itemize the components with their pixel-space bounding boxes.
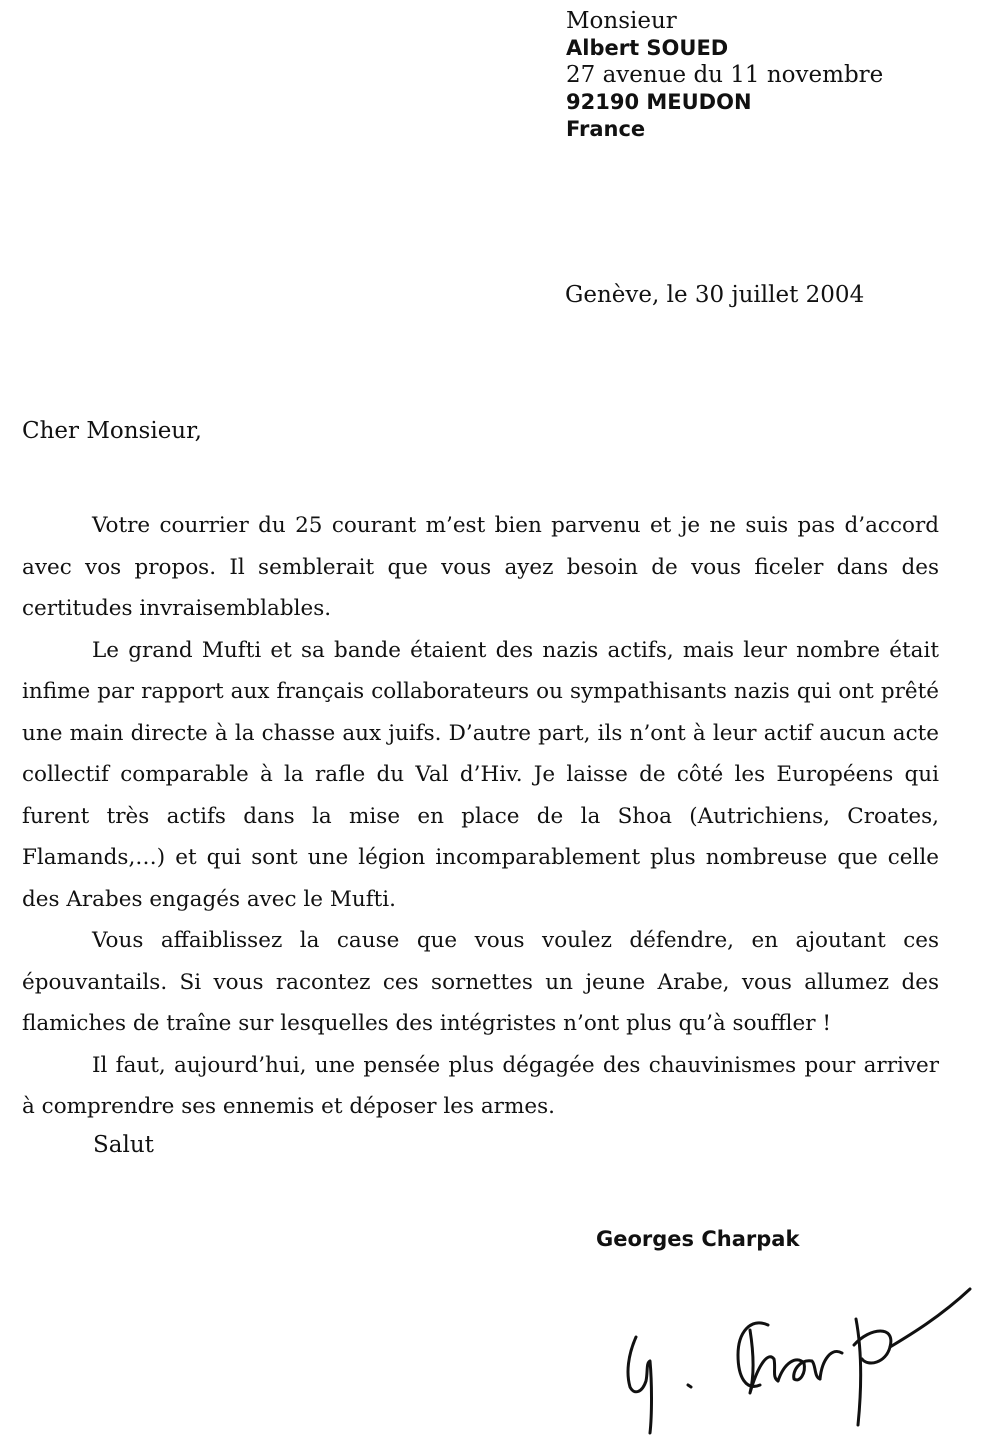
body-paragraph: Votre courrier du 25 courant m’est bien parvenu et je ne suis pas d’accord avec vos propos. Il semblerait que vous ayez besoin de vous ficeler dans des certitudes invraisemblables. — [22, 513, 939, 621]
signatory-name: Georges Charpak — [596, 1227, 800, 1251]
letter-body — [22, 505, 939, 1128]
body-paragraph: Il faut, aujourd’hui, une pensée plus dégagée des chauvinismes pour arriver à comprendre ses ennemis et déposer les armes. — [22, 1052, 939, 1119]
closing: Salut — [93, 1132, 154, 1158]
recipient-city: 92190 MEUDON — [566, 90, 752, 114]
recipient-address — [566, 8, 883, 143]
recipient-country: France — [566, 117, 646, 141]
handwritten-signature-icon — [600, 1255, 1000, 1440]
recipient-street: 27 avenue du 11 novembre — [566, 62, 884, 88]
body-paragraph: Vous affaiblissez la cause que vous voulez défendre, en ajoutant ces épouvantails. Si vous racontez ces sornettes un jeune Arabe, vous allumez des flamiches de traîne sur lesquelles des intégristes n’ont plus qu’à souffler ! — [22, 928, 939, 1036]
recipient-title: Monsieur — [566, 8, 677, 34]
date-line: Genève, le 30 juillet 2004 — [565, 282, 865, 308]
body-paragraph: Le grand Mufti et sa bande étaient des nazis actifs, mais leur nombre était infime par rapport aux français collaborateurs ou sympathisants nazis qui ont prêté une main directe à la chasse aux juifs. D’autre part, ils n’ont à leur actif aucun acte collectif comparable à la rafle du Val d’Hiv. Je laisse de côté les Européens qui furent très actifs dans la mise en place de la Shoa (Autrichiens, Croates, Flamands,…) et qui sont une légion incomparablement plus nombreuse que celle des Arabes engagés avec le Mufti. — [22, 637, 939, 912]
salutation: Cher Monsieur, — [22, 418, 202, 444]
recipient-name: Albert SOUED — [566, 36, 729, 60]
